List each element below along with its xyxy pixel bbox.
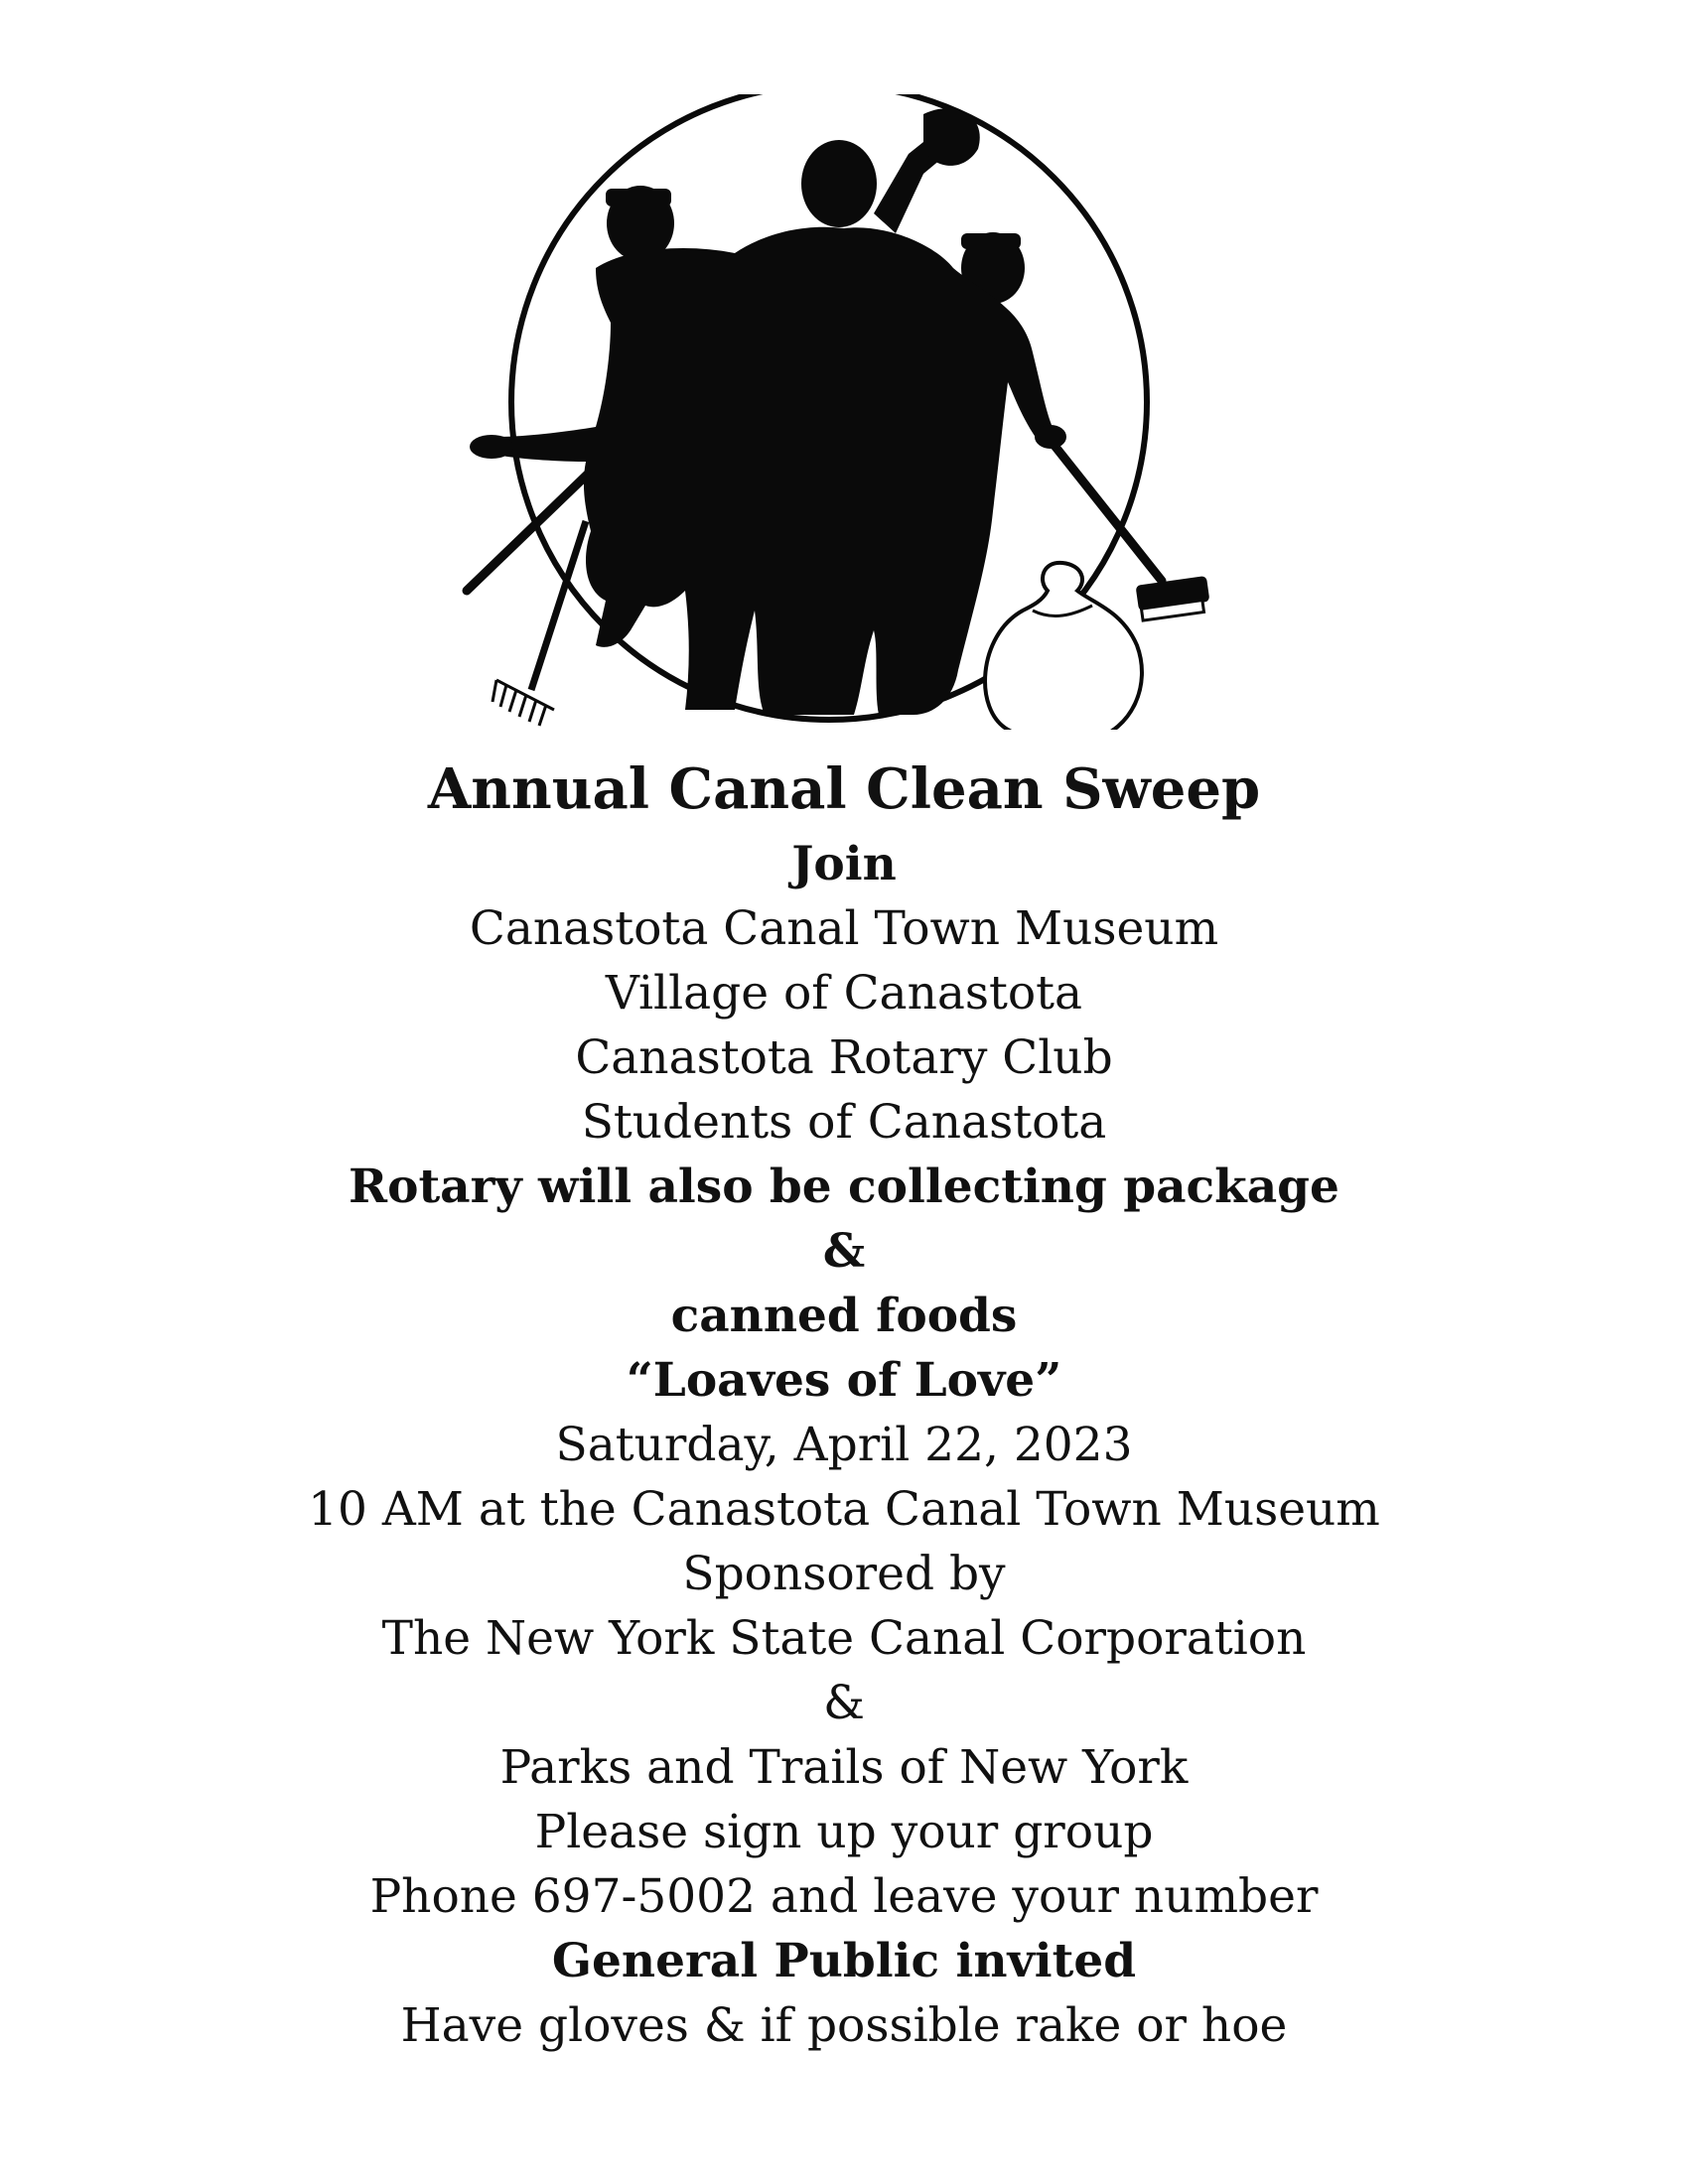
partner-village: Village of Canastota — [605, 966, 1083, 1021]
sponsor-ampersand: & — [823, 1676, 865, 1730]
event-date: Saturday, April 22, 2023 — [555, 1418, 1133, 1472]
bring-note: Have gloves & if possible rake or hoe — [400, 1998, 1288, 2053]
volunteers-cleaning-silhouette-icon — [437, 94, 1251, 730]
sponsor-canal-corp: The New York State Canal Corporation — [381, 1611, 1307, 1666]
collecting-note: Rotary will also be collecting package — [349, 1160, 1339, 1214]
flyer-text — [0, 747, 1688, 2058]
event-time-location: 10 AM at the Canastota Canal Town Museum — [308, 1482, 1380, 1537]
canned-foods: canned foods — [670, 1289, 1018, 1343]
program-name: “Loaves of Love” — [626, 1353, 1062, 1408]
sponsored-by: Sponsored by — [682, 1547, 1006, 1601]
public-invited: General Public invited — [551, 1934, 1137, 1988]
partner-students: Students of Canastota — [581, 1095, 1107, 1150]
signup-note: Please sign up your group — [534, 1805, 1154, 1859]
phone-note: Phone 697-5002 and leave your number — [369, 1869, 1319, 1924]
join-heading: Join — [791, 837, 897, 891]
sponsor-parks-trails: Parks and Trails of New York — [499, 1740, 1189, 1795]
partner-rotary: Canastota Rotary Club — [575, 1030, 1113, 1085]
event-title: Annual Canal Clean Sweep — [427, 756, 1261, 822]
ampersand-bold: & — [822, 1224, 866, 1279]
partner-museum: Canastota Canal Town Museum — [469, 901, 1219, 956]
